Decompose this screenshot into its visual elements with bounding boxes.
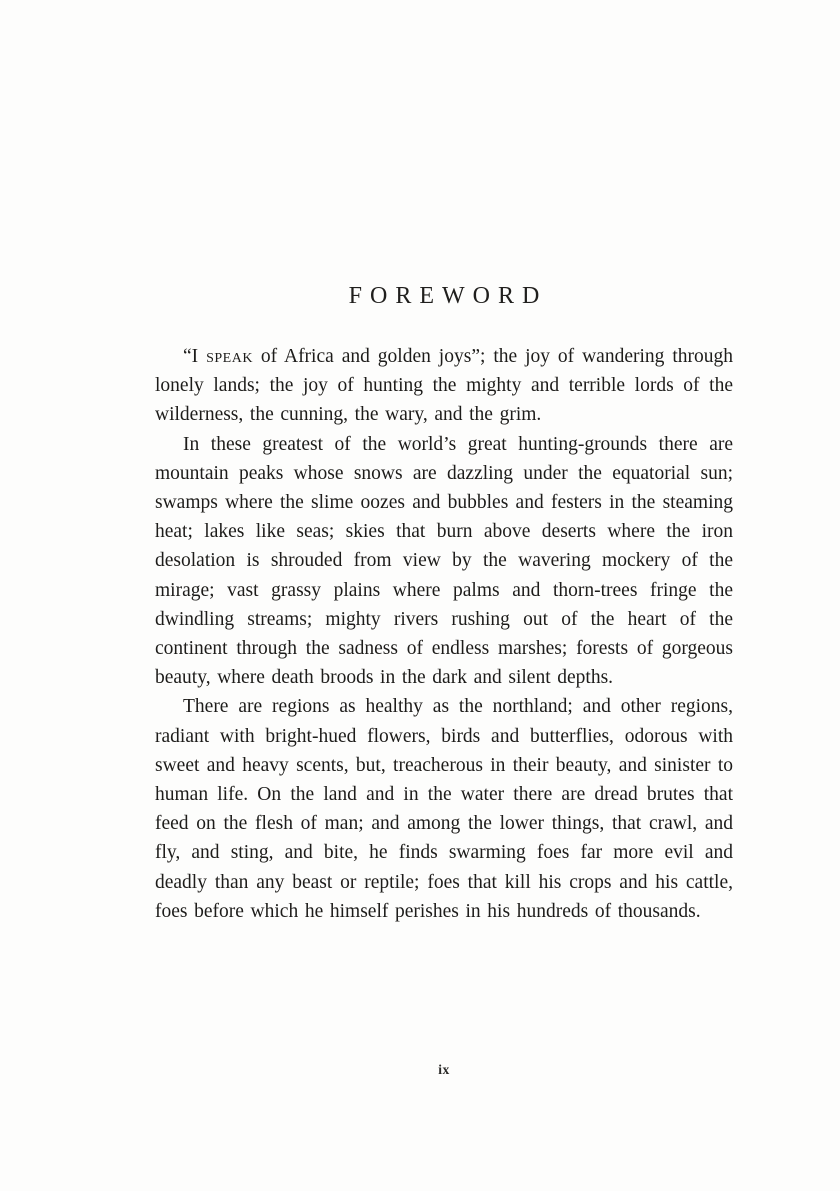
paragraph-1-smallcaps: speak (206, 346, 253, 367)
paragraph-3: There are regions as healthy as the northland; and other regions, radiant with bright-hued flowers, birds and butterflies, odorous with sweet and heavy scents, but, treacherous in their beauty, and sinister to human life. On the land and in the water there are dread brutes that feed on the flesh of man; and among the lower things, that crawl, and fly, and sting, and bite, he finds swarming foes far more evil and deadly than any beast or reptile; foes that kill his crops and his cattle, foes before which he himself perishes in his hundreds of thousands. (155, 696, 733, 922)
book-page (155, 0, 733, 1191)
paragraph-1-rest: of Africa and golden joys”; the joy of wandering through lonely lands; the joy of hunting the mighty and terrible lords of the wilderness, the cunning, the wary, and the grim. (155, 346, 733, 426)
paragraph-1-open: “I (183, 346, 207, 367)
body-text (155, 342, 733, 926)
page-number: ix (438, 1062, 450, 1077)
paragraph-2: In these greatest of the world’s great hunting-grounds there are mountain peaks whose snows are dazzling under the equatorial sun; swamps where the slime oozes and bubbles and festers in the steaming heat; lakes like seas; skies that burn above deserts where the iron desolation is shrouded from view by the wavering mockery of the mirage; vast grassy plains where palms and thorn-trees fringe the dwindling streams; mighty rivers rushing out of the heart of the continent through the sadness of endless marshes; forests of gorgeous beauty, where death broods in the dark and silent depths. (155, 433, 733, 689)
paragraph-1 (155, 342, 733, 430)
page-title: FOREWORD (348, 283, 548, 309)
